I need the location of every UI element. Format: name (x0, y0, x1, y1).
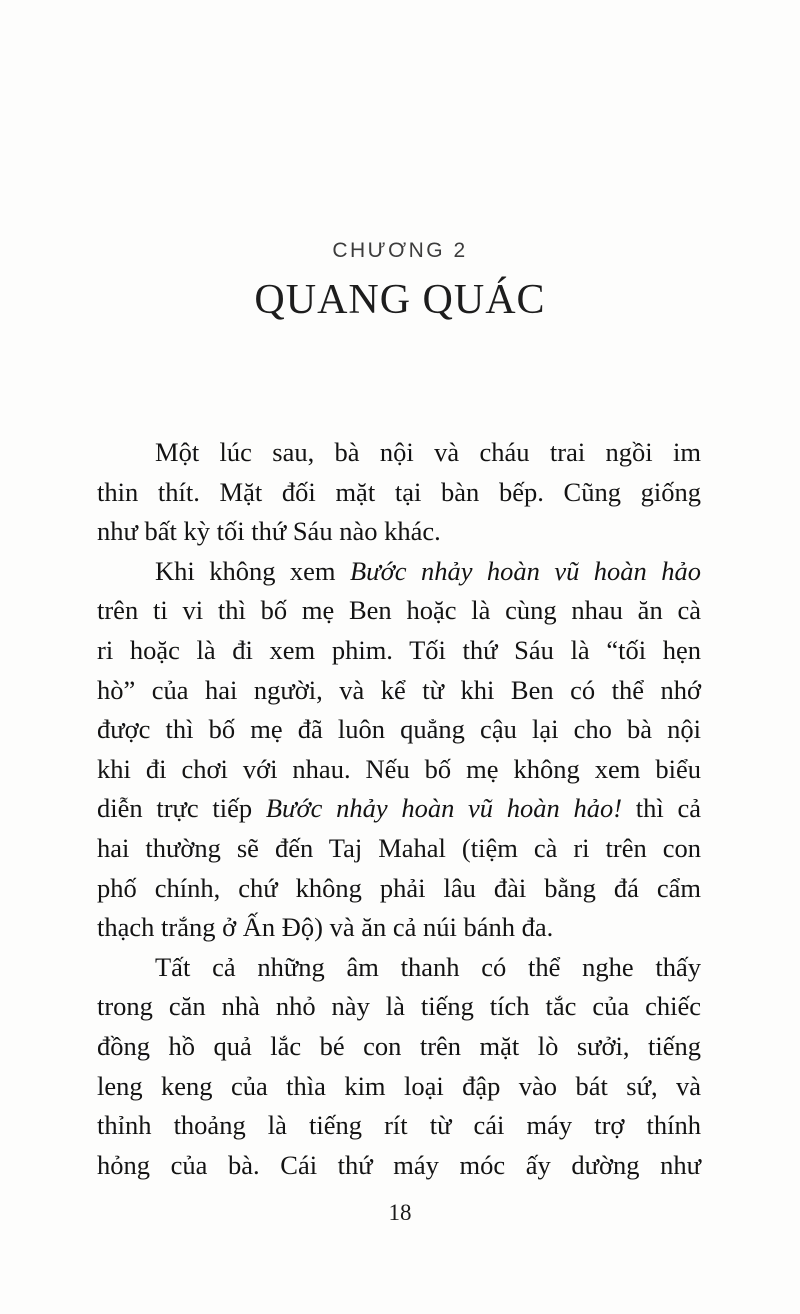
text-segment: thin thít. Mặt đối mặt tại bàn bếp. Cũng giống (97, 476, 701, 507)
text-segment: phố chính, chứ không phải lâu đài bằng đá cẩm (97, 872, 701, 903)
text-segment: hò” của hai người, và kể từ khi Ben có thể nhớ (97, 674, 701, 705)
text-line (97, 987, 701, 1027)
text-line (97, 829, 701, 869)
italic-text-segment: Bước nhảy hoàn vũ hoàn hảo! (265, 793, 623, 824)
text-line (97, 1106, 701, 1146)
text-segment: đồng hồ quả lắc bé con trên mặt lò sưởi, tiếng (97, 1030, 701, 1061)
text-line (97, 1146, 701, 1186)
text-line (97, 591, 701, 631)
text-line (97, 869, 701, 909)
text-segment: ri hoặc là đi xem phim. Tối thứ Sáu là “tối hẹn (97, 634, 701, 665)
text-segment: được thì bố mẹ đã luôn quẳng cậu lại cho bà nội (97, 714, 701, 745)
text-segment: trên ti vi thì bố mẹ Ben hoặc là cùng nhau ăn cà (97, 595, 701, 626)
text-line (97, 948, 701, 988)
chapter-title: QUANG QUÁC (254, 277, 546, 323)
text-line (97, 433, 701, 473)
text-segment: Một lúc sau, bà nội và cháu trai ngồi im (155, 437, 701, 467)
text-segment: như bất kỳ tối thứ Sáu nào khác. (97, 516, 441, 547)
text-line (97, 908, 701, 948)
text-line (97, 552, 701, 592)
text-line (97, 1067, 701, 1107)
text-segment: thạch trắng ở Ấn Độ) và ăn cả núi bánh đa. (97, 912, 554, 943)
chapter-label: CHƯƠNG 2 (332, 239, 468, 262)
text-segment: Khi không xem (155, 555, 350, 586)
italic-text-segment: Bước nhảy hoàn vũ hoàn hảo (349, 555, 702, 586)
text-segment: diễn trực tiếp (97, 793, 266, 824)
text-segment: leng keng của thìa kim loại đập vào bát sứ, và (97, 1070, 701, 1101)
text-line (97, 1027, 701, 1067)
text-segment: khi đi chơi với nhau. Nếu bố mẹ không xem biểu (97, 753, 701, 784)
text-line (97, 710, 701, 750)
text-segment: hỏng của bà. Cái thứ máy móc ấy dường như (97, 1149, 701, 1180)
text-segment: Tất cả những âm thanh có thể nghe thấy (155, 951, 701, 982)
body-text (97, 433, 701, 1185)
text-line (97, 789, 701, 829)
text-line (97, 750, 701, 790)
text-line (97, 631, 701, 671)
text-segment: thì cả (622, 793, 701, 824)
text-segment: hai thường sẽ đến Taj Mahal (tiệm cà ri trên con (97, 832, 701, 863)
text-line (97, 512, 701, 552)
text-line (97, 473, 701, 513)
text-line (97, 671, 701, 711)
text-segment: trong căn nhà nhỏ này là tiếng tích tắc của chiếc (97, 991, 701, 1022)
page-number: 18 (388, 1200, 412, 1225)
text-segment: thỉnh thoảng là tiếng rít từ cái máy trợ thính (97, 1110, 701, 1141)
